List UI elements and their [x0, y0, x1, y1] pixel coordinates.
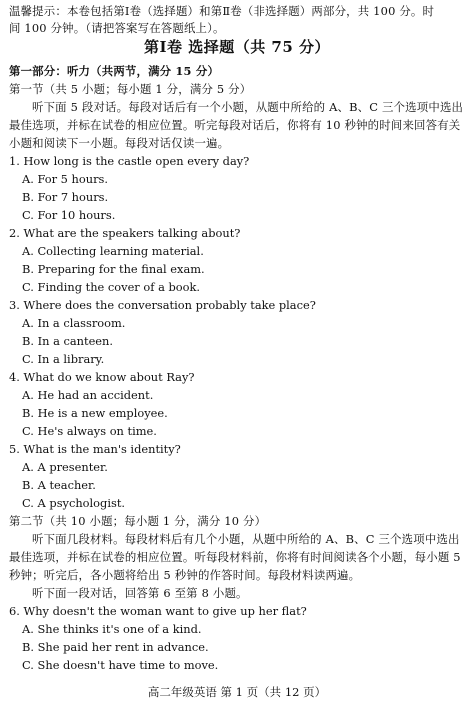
- question-6-option-b: B. She paid her rent in advance.: [22, 640, 209, 654]
- section1-instruction-3: 小题和阅读下一小题。每段对话仅读一遍。: [9, 136, 230, 150]
- section1-title: 第Ⅰ卷 选择题（共 75 分）: [143, 38, 331, 56]
- section2-heading: 第二节（共 10 小题；每小题 1 分，满分 10 分）: [9, 514, 267, 528]
- question-4-option-b: B. He is a new employee.: [22, 406, 168, 420]
- question-1-option-b: B. For 7 hours.: [22, 190, 109, 204]
- question-4-option-a: A. He had an accident.: [22, 388, 154, 402]
- tip-line-1: 温馨提示：本卷包括第Ⅰ卷（选择题）和第Ⅱ卷（非选择题）两部分，共 100 分。时: [9, 4, 435, 18]
- page-footer: 高二年级英语 第 1 页（共 12 页）: [147, 685, 327, 699]
- question-6-option-a: A. She thinks it's one of a kind.: [22, 622, 202, 636]
- question-2-option-c: C. Finding the cover of a book.: [22, 280, 201, 294]
- section2-instruction-2: 最佳选项，并标在试卷的相应位置。听每段材料前，你将有时间阅读各个小题，每小题 5: [9, 550, 461, 564]
- question-4-stem: 4. What do we know about Ray?: [9, 370, 195, 384]
- section2-instruction-1: 听下面几段材料。每段材料后有几个小题，从题中所给的 A、B、C 三个选项中选出: [32, 532, 460, 546]
- question-1-option-c: C. For 10 hours.: [22, 208, 116, 222]
- question-1-option-a: A. For 5 hours.: [22, 172, 108, 186]
- question-2-option-a: A. Collecting learning material.: [22, 244, 204, 258]
- section2-instruction-3: 秒钟；听完后，各小题将给出 5 秒钟的作答时间。每段材料读两遍。: [9, 568, 361, 582]
- question-4-option-c: C. He's always on time.: [22, 424, 157, 438]
- question-6-stem: 6. Why doesn't the woman want to give up her flat?: [9, 604, 307, 618]
- question-3-option-b: B. In a canteen.: [22, 334, 114, 348]
- question-2-stem: 2. What are the speakers talking about?: [9, 226, 241, 240]
- question-6-option-c: C. She doesn't have time to move.: [22, 658, 219, 672]
- question-5-option-b: B. A teacher.: [22, 478, 96, 492]
- question-5-stem: 5. What is the man's identity?: [9, 442, 181, 456]
- question-5-option-a: A. A presenter.: [22, 460, 108, 474]
- question-2-option-b: B. Preparing for the final exam.: [22, 262, 205, 276]
- section1-heading: 第一节（共 5 小题；每小题 1 分，满分 5 分）: [9, 82, 252, 96]
- tip-line-2: 间 100 分钟。（请把答案写在答题纸上）。: [9, 21, 225, 35]
- question-1-stem: 1. How long is the castle open every day?: [9, 154, 250, 168]
- question-3-stem: 3. Where does the conversation probably take place?: [9, 298, 316, 312]
- question-5-option-c: C. A psychologist.: [22, 496, 126, 510]
- question-3-option-a: A. In a classroom.: [22, 316, 126, 330]
- section2-instruction-4: 听下面一段对话，回答第 6 至第 8 小题。: [32, 586, 248, 600]
- part1-heading: 第一部分：听力（共两节，满分 15 分）: [9, 64, 220, 78]
- section1-instruction-1: 听下面 5 段对话。每段对话后有一个小题，从题中所给的 A、B、C 三个选项中选出: [32, 100, 464, 114]
- section1-instruction-2: 最佳选项，并标在试卷的相应位置。听完每段对话后，你将有 10 秒钟的时间来回答有关: [9, 118, 461, 132]
- question-3-option-c: C. In a library.: [22, 352, 105, 366]
